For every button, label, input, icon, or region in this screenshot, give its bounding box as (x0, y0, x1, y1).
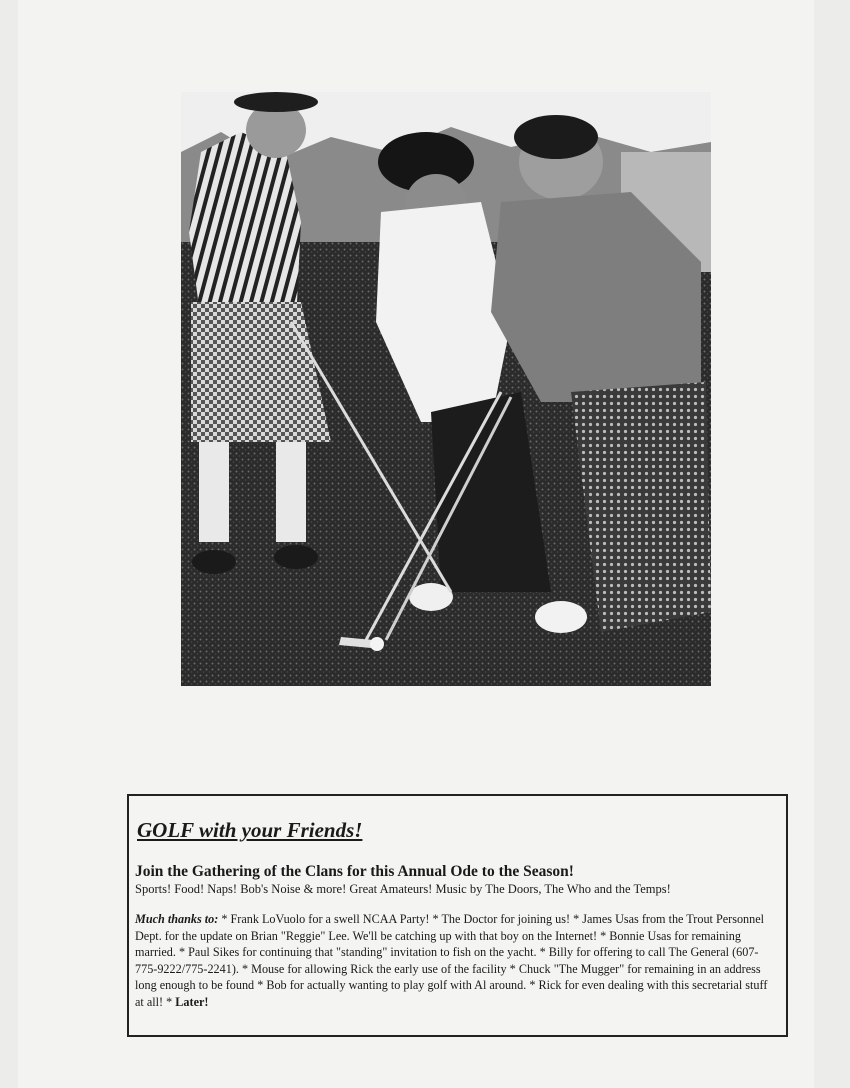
thanks-closing: Later! (175, 994, 209, 1009)
thanks-body: * Frank LoVuolo for a swell NCAA Party! * The Doctor for joining us! * James Usas from the Trout Personnel Dept. for the update on Brian "Reggie" Lee. We'll be catching up with that boy on the Internet! * Bonnie Usas for remaining married. * Paul Sikes for continuing that "standing" invitation to fish on the yacht. * Billy for offering to call The General (607-775-9222/775-2241). * Mouse for allowing Rick the early use of the facility * Chuck "The Mugger" for remaining in an address long enough to be found * Bob for actually wanting to play golf with Al around. * Rick for even dealing with this secretarial stuff at all! * (135, 912, 768, 1009)
thanks-lead: Much thanks to: (135, 912, 219, 926)
thanks-paragraph (135, 911, 778, 1010)
subhead: Join the Gathering of the Clans for this Annual Ode to the Season! (135, 863, 574, 880)
headline: GOLF with your Friends! (137, 818, 363, 842)
event-info-box (127, 794, 788, 1037)
golfers-photo (181, 92, 711, 686)
tagline: Sports! Food! Naps! Bob's Noise & more! Great Amateurs! Music by The Doors, The Who and the Temps! (135, 882, 671, 896)
flyer-page (18, 0, 814, 1088)
golfers-photo-illustration (181, 92, 711, 686)
